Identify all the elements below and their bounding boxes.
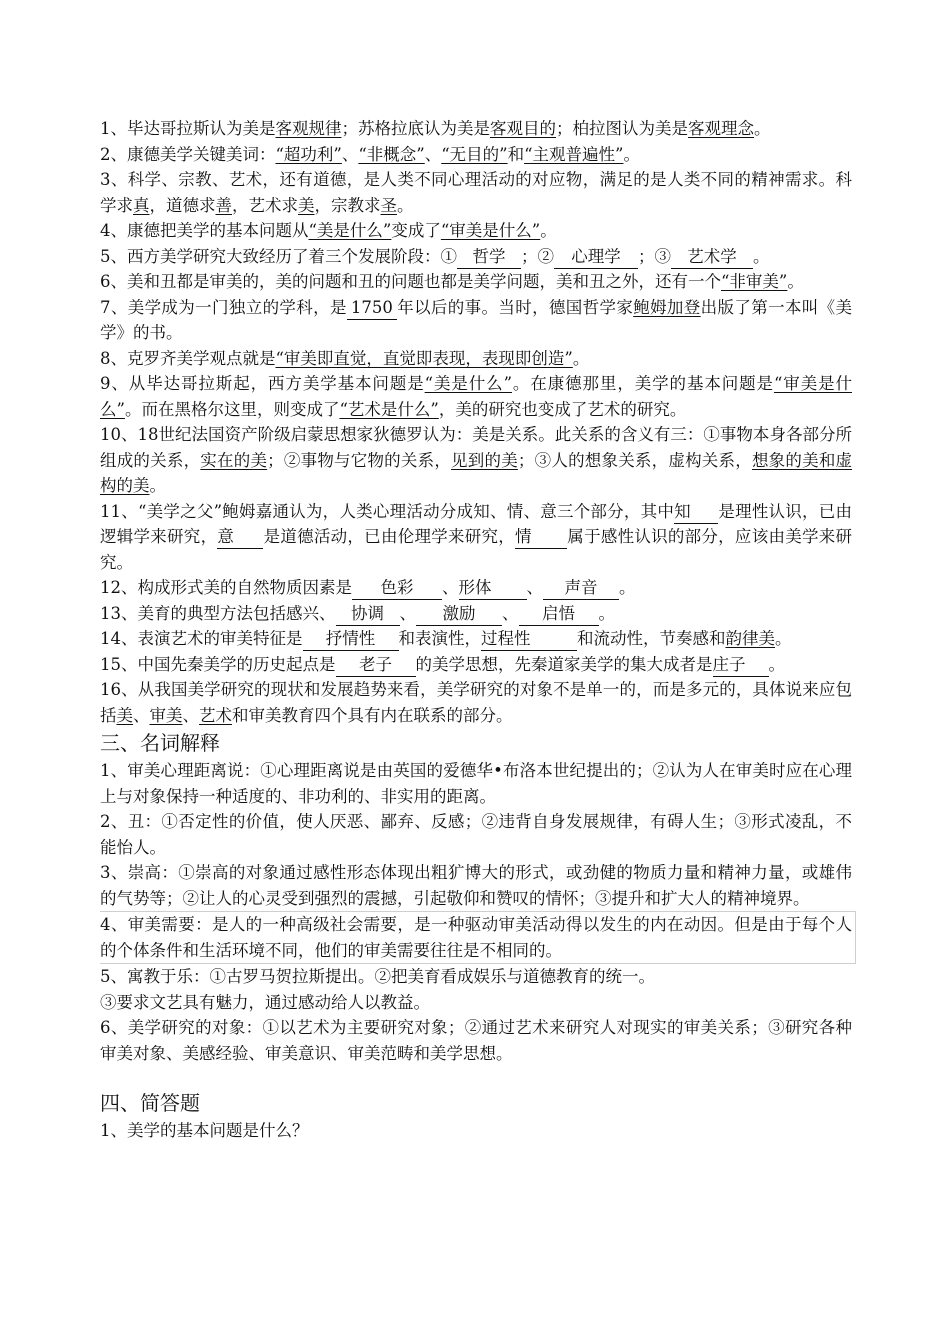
fill-item-11: 11、“美学之父”鲍姆嘉通认为，人类心理活动分成知、情、意三个部分，其中知 是理性认识，已由逻辑学来研究，意 是道德活动，已由伦理学来研究，情 属于感性认识的部分，应该由美学来研究。	[100, 501, 853, 572]
term-item: 6、美学研究的对象：①以艺术为主要研究对象；②通过艺术来研究人对现实的审美关系；③研究各种审美对象、美感经验、审美意识、审美范畴和美学思想。	[100, 1018, 852, 1063]
term-item: 1、审美心理距离说：①心理距离说是由英国的爱德华•布洛本世纪提出的；②认为人在审美时应在心理上与对象保持一种适度的、非功利的、非实用的距离。	[100, 761, 852, 806]
fill-item-8: 8、克罗齐美学观点就是“审美即直觉，直觉即表现，表现即创造”。	[100, 348, 590, 368]
section-3-heading: 三、名词解释	[100, 731, 220, 755]
fill-item-12: 12、构成形式美的自然物质因素是 色彩 、形体 、 声音 。	[100, 575, 852, 601]
fill-item-1: 1、毕达哥拉斯认为美是客观规律；苏格拉底认为美是客观目的；柏拉图认为美是客观理念。	[100, 119, 771, 138]
term-item: 3、崇高：①崇高的对象通过感性形态体现出粗犷博大的形式，或劲健的物质力量和精神力量，或雄伟的气势等；②让人的心灵受到强烈的震撼，引起敬仰和赞叹的情怀；③提升和扩大人的精神境界。	[100, 863, 852, 908]
fill-item-9: 9、从毕达哥拉斯起，西方美学基本问题是“美是什么”。在康德那里，美学的基本问题是“审美是什么”。而在黑格尔这里，则变成了“艺术是什么”，美的研究也变成了艺术的研究。	[100, 374, 853, 419]
fill-item-16: 16、从我国美学研究的现状和发展趋势来看，美学研究的对象不是单一的，而是多元的，具体说来应包括美、审美、艺术和审美教育四个具有内在联系的部分。	[100, 680, 852, 725]
fill-item-6: 6、美和丑都是审美的，美的问题和丑的问题也都是美学问题，美和丑之外，还有一个“非审美”。	[100, 272, 804, 291]
fill-item-10: 10、18世纪法国资产阶级启蒙思想家狄德罗认为：美是关系。此关系的含义有三：①事物本身各部分所组成的关系，实在的美；②事物与它物的关系，见到的美；③人的想象关系，虚构关系，想象的美和虚构的美。	[100, 425, 853, 495]
fill-item-14: 14、表演艺术的审美特征是 抒情性 和表演性，过程性 和流动性，节奏感和韵律美。	[100, 626, 852, 652]
document-body	[100, 116, 852, 1144]
fill-item-5: 5、西方美学研究大致经历了着三个发展阶段：① 哲学 ；② 心理学 ；③ 艺术学 。	[100, 244, 852, 270]
section-spacer	[100, 1066, 852, 1088]
term-item: 2、丑：①否定性的价值，使人厌恶、鄙弃、反感；②违背自身发展规律，有碍人生；③形式凌乱，不能怡人。	[100, 812, 852, 857]
fill-item-3: 3、科学、宗教、艺术，还有道德，是人类不同心理活动的对应物，满足的是人类不同的精神需求。科学求真，道德求善，艺术求美，宗教求圣。	[100, 170, 852, 215]
fill-item-13: 13、美育的典型方法包括感兴、 协调 、 激励 、 启悟 。	[100, 601, 852, 627]
fill-item-7: 7、美学成为一门独立的学科，是 1750 年以后的事。当时，德国哲学家鲍姆加登出版了第一本叫《美学》的书。	[100, 297, 853, 342]
fill-item-15: 15、中国先秦美学的历史起点是 老子 的美学思想，先秦道家美学的集大成者是庄子 。	[100, 652, 852, 678]
fill-item-4: 4、康德把美学的基本问题从“美是什么”变成了“审美是什么”。	[100, 221, 557, 240]
term-item-continued: ③要求文艺具有魅力，通过感动给人以教益。	[100, 992, 430, 1012]
section-4-heading: 四、简答题	[100, 1091, 200, 1115]
term-item: 5、寓教于乐：①古罗马贺拉斯提出。②把美育看成娱乐与道德教育的统一。	[100, 967, 655, 986]
term-item-boxed: 4、审美需要：是人的一种高级社会需要，是一种驱动审美活动得以发生的内在动因。但是由于每个人的个体条件和生活环境不同，他们的审美需要往往是不相同的。	[100, 911, 856, 964]
fill-item-2: 2、康德美学关键美词：“超功利”、“非概念”、“无目的”和“主观普遍性”。	[100, 144, 640, 164]
question-item: 1、美学的基本问题是什么？	[100, 1121, 309, 1140]
